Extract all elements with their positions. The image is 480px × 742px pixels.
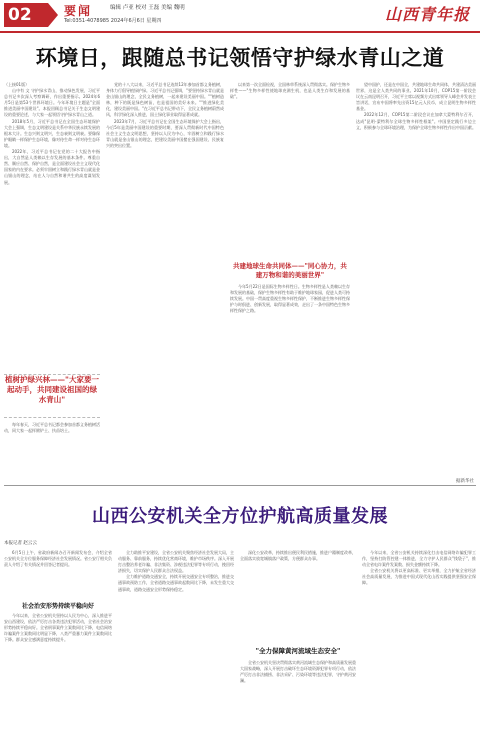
article2-byline: 本报记者 赵云云 — [4, 541, 37, 546]
article1-subheading-box — [4, 374, 100, 418]
page-number: 02 — [4, 3, 48, 27]
article2-para: 全省公安机关坚决贯彻落实黄河流域生态保护和高质量发展重大国家战略，深入开展打击破坏生态环境资源犯罪专项行动，依法严厉打击非法捕捞、非法采矿、污染环境等违法犯罪，守护黄河安澜。 — [240, 660, 356, 684]
article2-subheading-2: "全力保障黄河流域生态安全" — [255, 647, 341, 655]
article1-para: 山中有 文 守护绿水青山，推动绿色发展，习近平总书记多次深入考察调研，作出重要指示。2024年6月5日是第53个世界环境日。今年环境日主题是"全面推进美丽中国建设"。本报回顾总书记关于生态文明建设的重要论述，与大家一起领悟守护绿水青山之道。 — [4, 88, 100, 118]
article1-column-2 — [106, 82, 224, 482]
editor-credits: 编辑 卢亚 校对 王磊 美编 魏明 — [110, 5, 185, 11]
article1-column-3b — [230, 284, 350, 482]
article2-column-3b — [240, 660, 356, 739]
newspaper-logo: 山西青年报 — [384, 5, 470, 24]
article1-headline: 环境日，跟随总书记领悟守护绿水青山之道 — [35, 46, 445, 70]
article2-para: 深化公安改革，持续推出便民利民措施，推进户籍制度改革，全面落实放宽城镇落户政策，方便群众办事。 — [240, 550, 356, 562]
article1-para: 2023年7月，习近平总书记在全国生态环境保护大会上指出，今后5年是美丽中国建设的重要时期，要深入贯彻新时代中国特色社会主义生态文明思想，坚持以人民为中心，牢固树立和践行绿水青山就是金山银山的理念，把建设美丽中国摆在强国建设、民族复兴的突出位置。 — [106, 118, 224, 148]
masthead — [0, 0, 480, 36]
article2-column-4 — [362, 550, 476, 739]
article1-source-credit: 据新华社 — [456, 479, 474, 484]
article1-column-4 — [356, 82, 476, 472]
section-name: 要闻 — [64, 4, 93, 18]
article1-para: 望中国护，还是在中国全，共建地球生命共同体，共建清洁美丽世界，这是全人类共同的事业。2021年10月，COP15第一阶段会议在云南昆明召开，习近平主席以视频方式出席领导人峰会并发表主旨讲话，宣布中国将率先出资15亿元人民币，成立昆明生物多样性基金。 — [356, 82, 476, 112]
article1-column-3 — [230, 82, 350, 260]
article2-para: 今年以来，全省公安机关坚持以人民为中心，深入推进平安山西建设，依法严厉打击各类违法犯罪活动，全省社会治安形势持续平稳向好。全省刑事案件立案数同比下降，电信网络诈骗案件立案数同比明显下降，八类严重暴力案件立案数同比下降。群众安全感满意度持续提升。 — [4, 613, 112, 643]
section-divider — [4, 485, 476, 486]
article1-para: 以来第一次全面检视，全国林草系统深入贯彻落实。保护生物多样性——"生物多样性使地球充满生机，也是人类生存和发展的基础"。 — [230, 82, 350, 100]
article2-para: 今年以来，全省公安机关持续深化打击电信网络诈骗犯罪工作，坚持打防管控建一体推进，全力守护人民群众"钱袋子"，推动全省电诈案件发案数、损失金额持续下降。 — [362, 550, 476, 568]
article1-para: 每年春天，习近平总书记都会参加首都义务植树活动，同大家一起挥锹铲土、扶苗培土。 — [4, 422, 100, 434]
article2-column-3 — [240, 550, 356, 640]
contact-date: Tel:0351-4078985 2024年6月6日 星期四 — [64, 18, 162, 24]
article1-para: 2022年，习近平总书记在党的二十大报告中指出，大自然是人类赖以生存发展的基本条件。尊重自然、顺应自然、保护自然，是全面建设社会主义现代化国家的内在要求。必须牢固树立和践行绿水青山就是金山银山的理念，站在人与自然和谐共生的高度谋划发展。 — [4, 149, 100, 185]
masthead-rule — [0, 31, 480, 33]
article2-para: 全力维护道路交通安全，持续开展交通安全专项整治，推进交通事故预防工作，全省道路交通事故起数同比下降，未发生重大交通事故，道路交通安全形势保持稳定。 — [118, 574, 234, 592]
article2-column-1 — [4, 550, 112, 598]
article1-source: （上接01版） — [4, 82, 30, 87]
article2-para: 全省公安机关将以更高标准、更实举措，全力护航全省经济社会高质量发展，为推进中国式现代化山西实践提供坚强安全保障。 — [362, 568, 476, 586]
article1-subheading-2: 共建地球生命共同体——"同心协力，共建万物和谐的美丽世界" — [233, 262, 347, 279]
article1-para: 2018年5月，习近平总书记在全国生态环境保护大会上强调，生态文明建设是关系中华民族永续发展的根本大计。生态兴则文明兴，生态衰则文明衰。要像保护眼睛一样保护生态环境，像对待生命一样对待生态环境。 — [4, 118, 100, 148]
article1-column-1 — [4, 82, 100, 372]
article1-column-1b — [4, 422, 100, 482]
article1-para: 今年5月22日是国际生物多样性日。生物多样性是人类赖以生存和发展的基础，保护生物多样性有助于维护地球家园，促进人类可持续发展。中国一贯高度重视生物多样性保护，不断推进生物多样性保护与时俱进、创新发展，取得显著成效，走出了一条中国特色生物多样性保护之路。 — [230, 284, 350, 314]
article1-subheading: 植树护绿兴林——"大家要一起动手，共同建设祖国的绿水青山" — [5, 375, 99, 404]
article2-column-2 — [118, 550, 234, 739]
article2-para: 6月5日上午，省政府新闻办召开新闻发布会，介绍全省公安机关全方位服务保障经济社会发展情况。省公安厅相关负责人介绍了有关情况并回答记者提问。 — [4, 550, 112, 568]
article2-column-1b — [4, 613, 112, 739]
article2-subheading: 社会治安形势持续平稳向好 — [21, 603, 94, 610]
article1-para: 2022年12月，COP15第二阶段会议在加拿大蒙特利尔召开，达成"昆明-蒙特利尔全球生物多样性框架"。中国坚定践行多边主义，积极参与全球环境治理，为保护全球生物多样性作出中国贡献。 — [356, 112, 476, 130]
article2-para: 全力助推平安建设，全省公安机关聚焦经济社会发展大局，主动服务、靠前服务，持续优化营商环境，维护市场秩序。深入开展打击整治养老诈骗、非法集资、涉税违法犯罪等专项行动，挽回经济损失，切实保护人民群众合法权益。 — [118, 550, 234, 574]
article2-headline: 山西公安机关全方位护航高质量发展 — [92, 506, 388, 527]
article1-para: 党的十八大以来，习近平总书记连续12年参加首都义务植树，身体力行倡导植绿护绿。习近平总书记强调，"要坚持绿水青山就是金山银山的理念，全民义务植树，一起来建设美丽中国。""植树造林，种下的既是绿色树苗，也是祖国的美好未来。""推进绿化美化，建设美丽中国。"在习近平总书记带动下，全民义务植树蔚然成风，科学绿化深入推进，国土绿化事业取得显著成就。 — [106, 82, 224, 118]
